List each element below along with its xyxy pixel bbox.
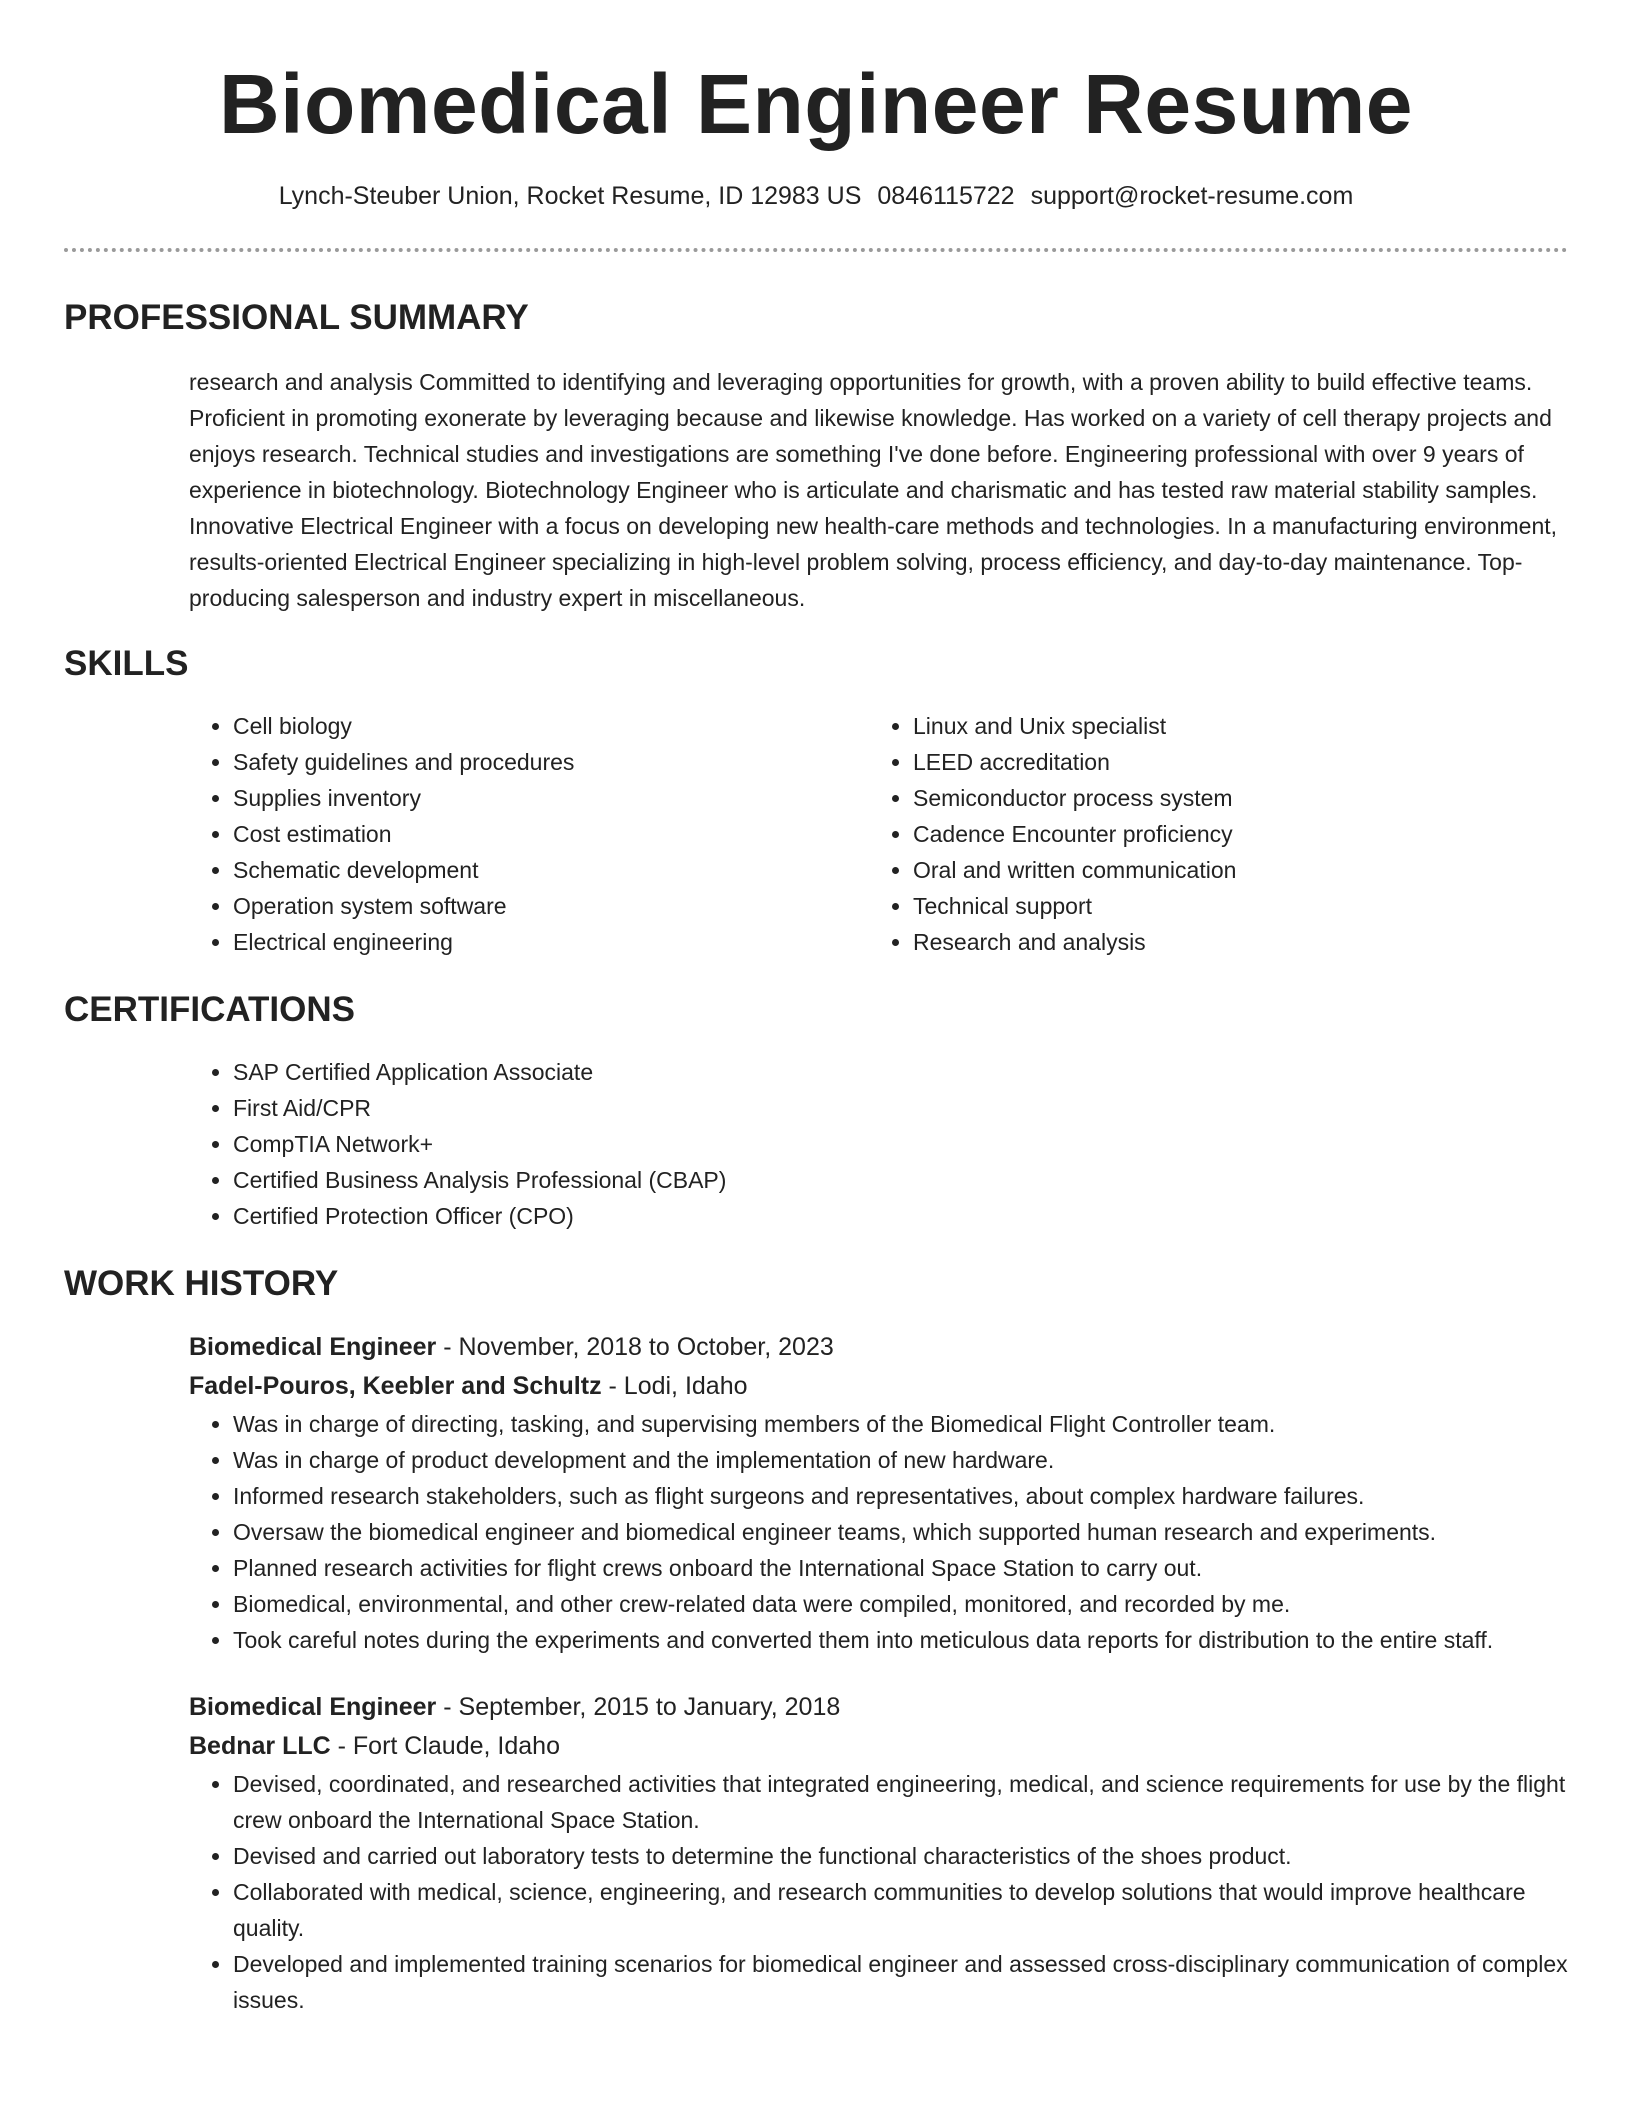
skill-item: • Technical support	[913, 888, 1549, 924]
job-bullets	[189, 1406, 1568, 1658]
skill-item: • Cell biology	[233, 708, 869, 744]
job-title-line	[189, 1328, 1568, 1367]
job-bullet: • Informed research stakeholders, such as flight surgeons and representatives, about complex hardware failures.	[233, 1478, 1568, 1514]
skill-item: • Oral and written communication	[913, 852, 1549, 888]
skill-item: • Semiconductor process system	[913, 780, 1549, 816]
skill-item: • Research and analysis	[913, 924, 1549, 960]
certifications-bullets	[189, 1054, 1568, 1234]
job-entry	[189, 1688, 1568, 2018]
job-bullet: • Was in charge of product development and the implementation of new hardware.	[233, 1442, 1568, 1478]
certification-item: • First Aid/CPR	[233, 1090, 1568, 1126]
skills-column-left	[189, 708, 869, 960]
skill-item: • Safety guidelines and procedures	[233, 744, 869, 780]
skill-item: • LEED accreditation	[913, 744, 1549, 780]
job-company: Bednar LLC	[189, 1732, 331, 1760]
job-location: - Fort Claude, Idaho	[330, 1732, 560, 1760]
job-bullet: • Developed and implemented training scenarios for biomedical engineer and assessed cross-disciplinary communication of complex issues.	[233, 1946, 1568, 2018]
contact-address: Lynch-Steuber Union, Rocket Resume, ID 12983 US	[278, 182, 862, 210]
job-bullet: • Devised and carried out laboratory tests to determine the functional characteristics of the shoes product.	[233, 1838, 1568, 1874]
job-company: Fadel-Pouros, Keebler and Schultz	[189, 1372, 602, 1400]
job-bullet: • Collaborated with medical, science, engineering, and research communities to develop solutions that would improve healthcare quality.	[233, 1874, 1568, 1946]
summary-text: research and analysis Committed to identifying and leveraging opportunities for growth, with a proven ability to build effective teams. Proficient in promoting exonerate by leveraging because and likewise knowledge. Has worked on a variety of cell therapy projects and enjoys research. Technical studies and investigations are something I've done before. Engineering professional with over 9 years of experience in biotechnology. Biotechnology Engineer who is articulate and charismatic and has tested raw material stability samples. Innovative Electrical Engineer with a focus on developing new health-care methods and technologies. In a manufacturing environment, results-oriented Electrical Engineer specializing in high-level problem solving, process efficiency, and day-to-day maintenance. Top-producing salesperson and industry expert in miscellaneous.	[189, 369, 1558, 611]
job-bullet: • Oversaw the biomedical engineer and biomedical engineer teams, which supported human research and experiments.	[233, 1514, 1568, 1550]
skill-item: • Schematic development	[233, 852, 869, 888]
job-bullet: • Biomedical, environmental, and other crew-related data were compiled, monitored, and recorded by me.	[233, 1586, 1568, 1622]
certification-item: • Certified Business Analysis Professional (CBAP)	[233, 1162, 1568, 1198]
certification-item: • CompTIA Network+	[233, 1126, 1568, 1162]
job-company-line	[189, 1367, 1568, 1406]
skills-list	[189, 708, 1568, 960]
resume-page	[64, 0, 1568, 2018]
contact-line	[64, 180, 1568, 212]
job-bullet: • Took careful notes during the experiments and converted them into meticulous data reports for distribution to the entire staff.	[233, 1622, 1568, 1658]
certification-item: • SAP Certified Application Associate	[233, 1054, 1568, 1090]
job-bullet: • Devised, coordinated, and researched activities that integrated engineering, medical, and science requirements for use by the flight crew onboard the International Space Station.	[233, 1766, 1568, 1838]
certifications-heading: CERTIFICATIONS	[64, 990, 356, 1029]
job-title: Biomedical Engineer	[189, 1333, 437, 1361]
certification-item: • Certified Protection Officer (CPO)	[233, 1198, 1568, 1234]
job-dates: - September, 2015 to January, 2018	[436, 1693, 841, 1721]
job-bullets	[189, 1766, 1568, 2018]
skill-item: • Cadence Encounter proficiency	[913, 816, 1549, 852]
job-company-line	[189, 1727, 1568, 1766]
job-title: Biomedical Engineer	[189, 1693, 437, 1721]
job-bullet: • Was in charge of directing, tasking, and supervising members of the Biomedical Flight Controller team.	[233, 1406, 1568, 1442]
header-divider	[64, 248, 1568, 252]
skill-item: • Linux and Unix specialist	[913, 708, 1549, 744]
contact-phone: 0846115722	[877, 182, 1015, 210]
contact-email: support@rocket-resume.com	[1030, 182, 1354, 210]
skills-right-list	[869, 708, 1549, 960]
job-entry	[189, 1328, 1568, 1658]
resume-title: Biomedical Engineer Resume	[218, 57, 1414, 151]
skill-item: • Supplies inventory	[233, 780, 869, 816]
job-dates: - November, 2018 to October, 2023	[436, 1333, 834, 1361]
skill-item: • Cost estimation	[233, 816, 869, 852]
job-title-line	[189, 1688, 1568, 1727]
skill-item: • Operation system software	[233, 888, 869, 924]
skill-item: • Electrical engineering	[233, 924, 869, 960]
skills-column-right	[869, 708, 1549, 960]
job-bullet: • Planned research activities for flight crews onboard the International Space Station to carry out.	[233, 1550, 1568, 1586]
certifications-list	[189, 1054, 1568, 1234]
skills-left-list	[189, 708, 869, 960]
job-location: - Lodi, Idaho	[601, 1372, 748, 1400]
skills-heading: SKILLS	[64, 644, 189, 683]
work-history-heading: WORK HISTORY	[64, 1264, 339, 1303]
summary-heading: PROFESSIONAL SUMMARY	[64, 298, 529, 337]
